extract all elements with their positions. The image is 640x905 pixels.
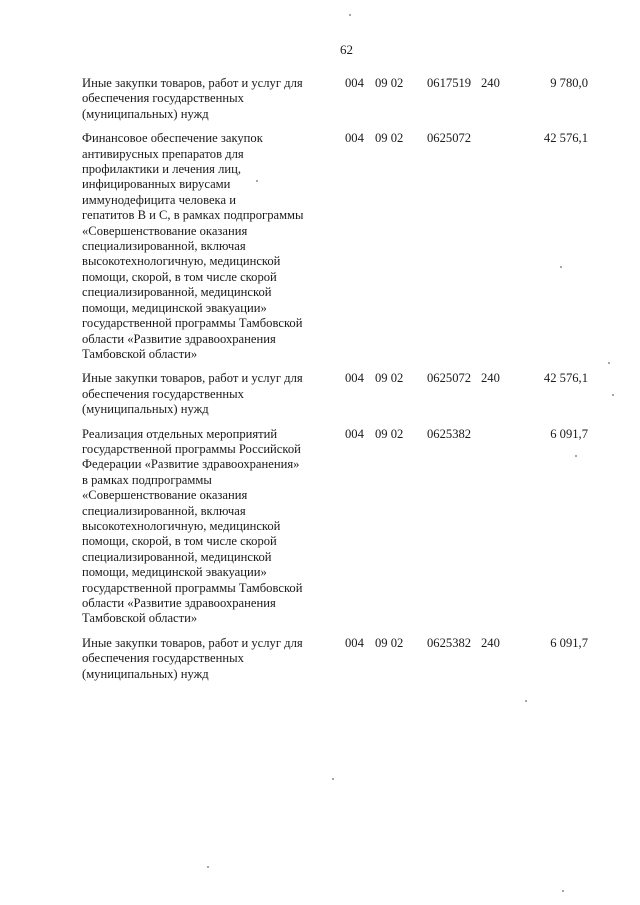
section-code: 09 02 bbox=[375, 131, 404, 146]
scan-speck bbox=[608, 362, 610, 364]
ministry-code: 004 bbox=[345, 426, 364, 441]
scan-speck bbox=[562, 890, 564, 892]
section-code: 09 02 bbox=[375, 371, 404, 386]
scan-speck bbox=[575, 455, 577, 457]
table-row bbox=[82, 131, 588, 362]
row-description: Иные закупки товаров, работ и услуг для обеспечения государственных (муниципальных) нужд bbox=[82, 635, 303, 681]
amount: 42 576,1 bbox=[543, 371, 588, 386]
amount: 6 091,7 bbox=[550, 426, 588, 441]
table-row bbox=[82, 371, 588, 417]
row-description: Иные закупки товаров, работ и услуг для обеспечения государственных (муниципальных) нужд bbox=[82, 76, 303, 121]
scan-speck bbox=[525, 700, 527, 702]
article-code: 0625072 bbox=[427, 371, 472, 386]
amount: 9 780,0 bbox=[550, 76, 588, 90]
table-row bbox=[82, 76, 588, 122]
ministry-code: 004 bbox=[345, 635, 364, 650]
scan-speck bbox=[332, 778, 334, 780]
page-number: 62 bbox=[340, 42, 353, 57]
scan-speck bbox=[612, 394, 614, 396]
row-description: Иные закупки товаров, работ и услуг для обеспечения государственных (муниципальных) нужд bbox=[82, 371, 303, 417]
scan-speck bbox=[207, 866, 209, 868]
budget-table bbox=[82, 76, 588, 691]
article-code: 0625072 bbox=[427, 131, 472, 146]
section-code: 09 02 bbox=[375, 426, 404, 441]
article-code: 0625382 bbox=[427, 635, 472, 650]
expense-type-code: 240 bbox=[481, 371, 500, 386]
scan-speck bbox=[256, 180, 258, 182]
row-description: Реализация отдельных мероприятий государственной программы Российской Федерации «Развитие здравоохранения» в рамках подпрограммы «Совершенствование оказания специализированной, включая высокотехнологичную, медицинской помощи, скорой, в том числе скорой специализированной, медицинской помощи, медицинской эвакуации» государственной программы Тамбовской области «Развитие здравоохранения Тамбовской области» bbox=[82, 426, 303, 626]
expense-type-code: 240 bbox=[481, 76, 500, 90]
scan-speck bbox=[349, 14, 351, 16]
amount: 6 091,7 bbox=[550, 635, 588, 650]
ministry-code: 004 bbox=[345, 131, 364, 146]
table-row bbox=[82, 636, 588, 682]
amount: 42 576,1 bbox=[543, 131, 588, 146]
scan-speck bbox=[560, 266, 562, 268]
section-code: 09 02 bbox=[375, 76, 404, 90]
article-code: 0617519 bbox=[427, 76, 472, 90]
expense-type-code: 240 bbox=[481, 635, 500, 650]
row-description: Финансовое обеспечение закупок антивирусных препаратов для профилактики и лечения лиц, инфицированных вирусами иммунодефицита человека и гепатитов В и С, в рамках подпрограммы «Совершенствование оказания специализированной, включая высокотехнологичную, медицинской помощи, скорой, в том числе скорой специализированной, медицинской помощи, медицинской эвакуации» государственной программы Тамбовской области «Развитие здравоохранения Тамбовской области» bbox=[82, 131, 304, 361]
section-code: 09 02 bbox=[375, 635, 404, 650]
table-row bbox=[82, 427, 588, 627]
ministry-code: 004 bbox=[345, 371, 364, 386]
ministry-code: 004 bbox=[345, 76, 364, 90]
article-code: 0625382 bbox=[427, 426, 472, 441]
